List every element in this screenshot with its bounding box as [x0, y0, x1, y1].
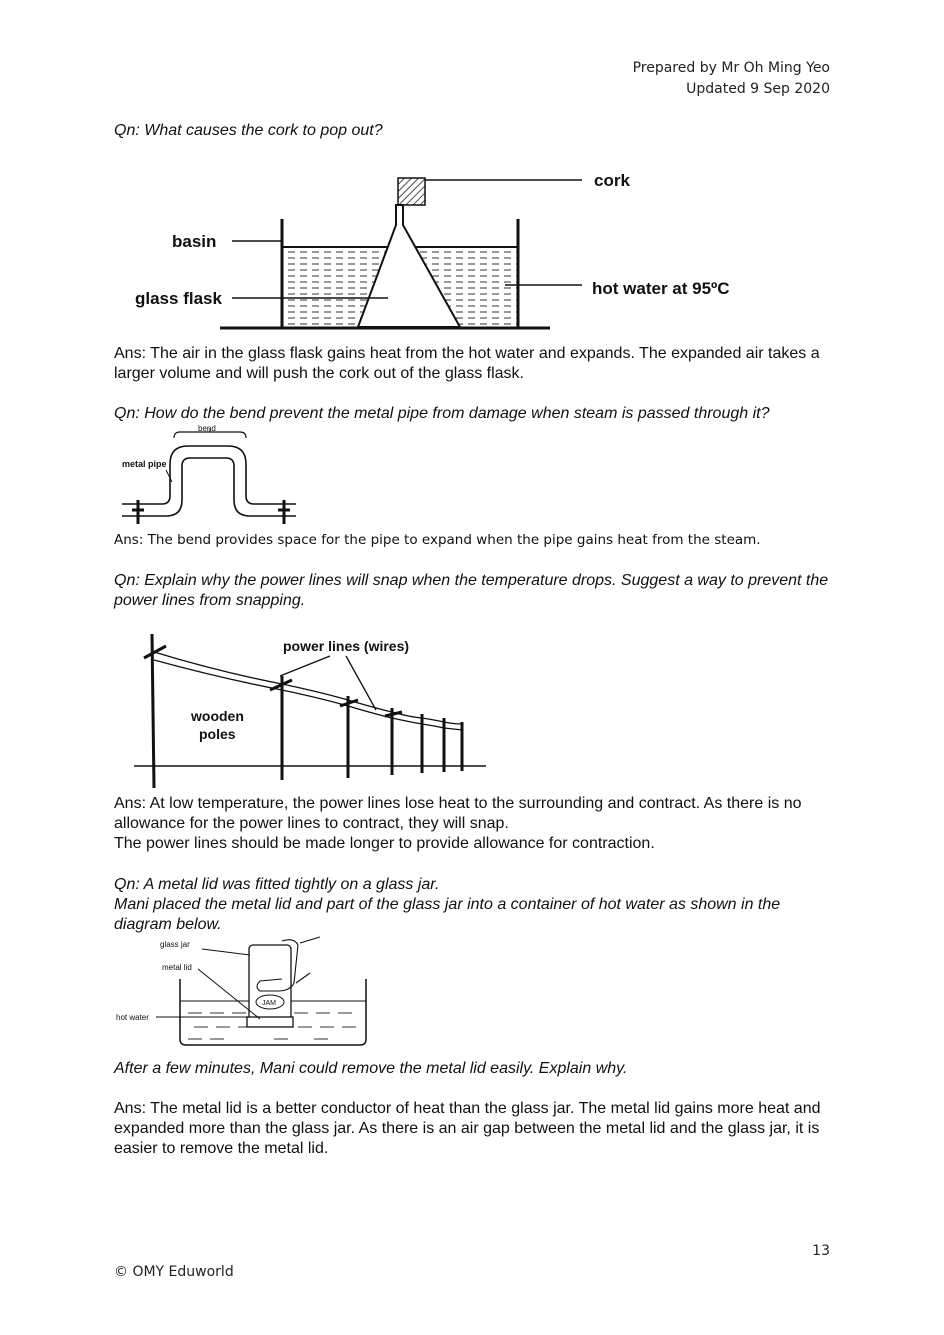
jar-diagram — [114, 935, 384, 1050]
q2-answer: Ans: The bend provides space for the pipe to expand when the pipe gains heat from the steam. — [114, 532, 761, 548]
basin-label: basin — [172, 232, 217, 251]
glass-jar-label: glass jar — [160, 940, 190, 949]
page-number: 13 — [812, 1243, 830, 1259]
poles-label: poles — [199, 726, 236, 742]
q3-question: Qn: Explain why the power lines will snap when the temperature drops. Suggest a way to prevent the power lines from snapping. — [114, 572, 829, 609]
cork-shape — [398, 178, 425, 205]
q4-followup: After a few minutes, Mani could remove the metal lid easily. Explain why. — [114, 1060, 628, 1077]
prepared-by: Prepared by Mr Oh Ming Yeo — [632, 60, 830, 76]
glass-jar-shape — [249, 945, 291, 1025]
copyright: © OMY Eduworld — [114, 1264, 234, 1280]
flask-diagram — [120, 165, 760, 340]
hot-water-label: hot water — [116, 1013, 149, 1022]
q4-question-2: Mani placed the metal lid and part of the glass jar into a container of hot water as shown in the diagram below. — [114, 896, 781, 933]
q3-answer-1: Ans: At low temperature, the power lines lose heat to the surrounding and contract. As there is no allowance for the power lines to contract, they will snap. — [114, 795, 802, 832]
cork-label: cork — [594, 171, 630, 190]
q4-answer: Ans: The metal lid is a better conductor of heat than the glass jar. The metal lid gains more heat and expanded more than the glass jar. As there is an air gap between the metal lid and the glass jar, it is easier to remove the metal lid. — [114, 1100, 821, 1157]
q1-question: Qn: What causes the cork to pop out? — [114, 122, 383, 139]
q4-question-1: Qn: A metal lid was fitted tightly on a glass jar. — [114, 876, 440, 893]
glass-flask-label: glass flask — [135, 289, 222, 308]
metal-lid-shape — [247, 1017, 293, 1027]
wooden-label: wooden — [191, 708, 244, 724]
q3-answer-2: The power lines should be made longer to provide allowance for contraction. — [114, 835, 655, 852]
page-header — [633, 58, 830, 100]
hot-water-label: hot water at 95ºC — [592, 279, 730, 298]
pipe-outer — [122, 446, 296, 504]
q2-question: Qn: How do the bend prevent the metal pipe from damage when steam is passed through it? — [114, 405, 770, 422]
updated-date: Updated 9 Sep 2020 — [686, 81, 830, 97]
power-lines-label: power lines (wires) — [283, 638, 410, 654]
metal-lid-label: metal lid — [162, 963, 192, 972]
bend-label: bend — [198, 424, 216, 433]
q1-answer: Ans: The air in the glass flask gains heat from the hot water and expands. The expanded air takes a larger volume and will push the cork out of the glass flask. — [114, 345, 820, 382]
jar-brand-label: JAM — [262, 1000, 276, 1007]
power-lines-diagram — [130, 628, 500, 788]
metal-pipe-diagram — [118, 424, 308, 524]
metal-pipe-label: metal pipe — [122, 459, 167, 469]
